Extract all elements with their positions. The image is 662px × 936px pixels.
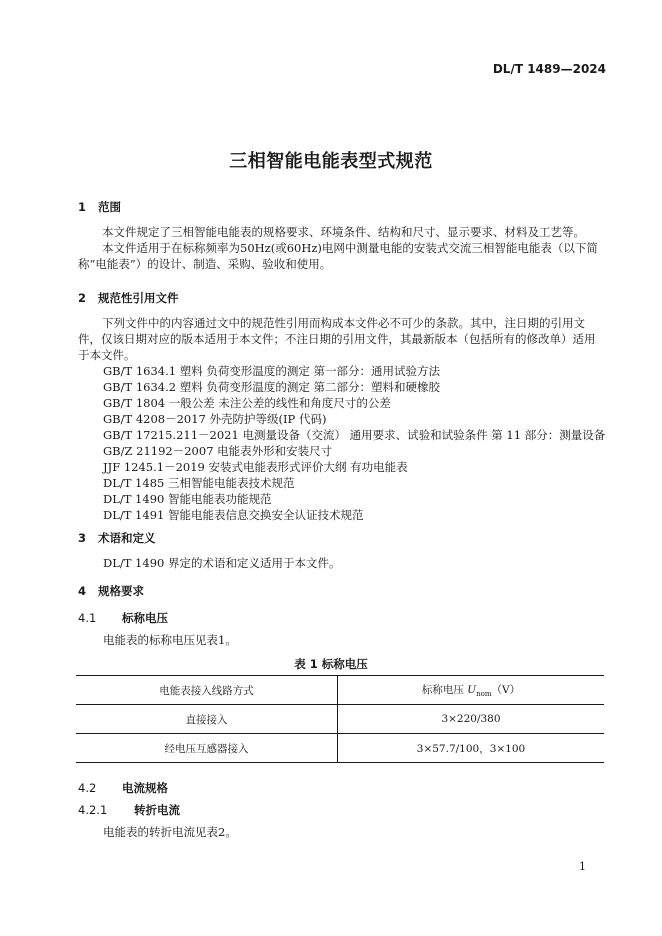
section-4-1-paragraph: 电能表的标称电压见表1。 xyxy=(103,633,237,647)
standard-code: DL/T 1489—2024 xyxy=(492,62,606,76)
section-4-2-heading xyxy=(78,780,168,796)
table-header-connection-mode: 电能表接入线路方式 xyxy=(76,676,338,705)
section-4-number: 4 xyxy=(78,584,87,598)
reference-item: GB/T 4208－2017 外壳防护等级(IP 代码) xyxy=(103,412,327,426)
reference-item: DL/T 1485 三相智能电能表技术规范 xyxy=(103,476,295,490)
header-variable: U xyxy=(467,683,477,696)
document-title: 三相智能电能表型式规范 xyxy=(229,151,433,172)
table-cell-mode: 直接接入 xyxy=(76,705,338,734)
table-header-row xyxy=(76,676,604,705)
section-4-heading xyxy=(78,583,144,599)
section-4-2-1-title: 转折电流 xyxy=(134,803,180,817)
table-1-title: 表 1 标称电压 xyxy=(294,657,368,671)
section-4-2-title: 电流规格 xyxy=(122,781,168,795)
section-1-paragraph-2: 本文件适用于在标称频率为50Hz(或60Hz)电网中测量电能的安装式交流三相智能电能表（以下简称“电能表”）的设计、制造、采购、验收和使用。 xyxy=(78,241,598,271)
page-number: 1 xyxy=(579,860,586,873)
table-cell-voltage: 3×57.7/100，3×100 xyxy=(338,734,605,763)
section-3-number: 3 xyxy=(78,531,87,545)
section-2-intro: 下列文件中的内容通过文中的规范性引用而构成本文件必不可少的条款。其中，注日期的引用文件，仅该日期对应的版本适用于本文件；不注日期的引用文件，其最新版本（包括所有的修改单）适用于本文件。 xyxy=(78,316,596,362)
reference-item: GB/T 1804 一般公差 未注公差的线性和角度尺寸的公差 xyxy=(103,396,391,410)
section-4-title: 规格要求 xyxy=(98,584,144,598)
section-4-2-1-heading xyxy=(78,802,180,818)
table-cell-voltage: 3×220/380 xyxy=(338,705,605,734)
section-4-2-1-paragraph: 电能表的转折电流见表2。 xyxy=(103,825,237,839)
section-4-2-number: 4.2 xyxy=(78,781,97,795)
reference-item: JJF 1245.1－2019 安装式电能表形式评价大纲 有功电能表 xyxy=(103,460,408,474)
section-4-1-heading xyxy=(78,610,168,626)
section-4-1-title: 标称电压 xyxy=(122,611,168,625)
reference-item: GB/T 17215.211－2021 电测量设备（交流） 通用要求、试验和试验条件 第 11 部分：测量设备 xyxy=(103,428,606,442)
header-suffix: （V） xyxy=(491,683,521,696)
section-4-1-number: 4.1 xyxy=(78,611,97,625)
reference-item: DL/T 1491 智能电能表信息交换安全认证技术规范 xyxy=(103,508,364,522)
section-2-title: 规范性引用文件 xyxy=(98,291,179,305)
section-1-number: 1 xyxy=(78,200,87,214)
section-1-title: 范围 xyxy=(98,200,121,214)
nominal-voltage-table xyxy=(76,675,604,763)
section-2-number: 2 xyxy=(78,291,87,305)
header-prefix: 标称电压 xyxy=(421,683,468,696)
section-1-heading xyxy=(78,199,121,215)
table-header-nominal-voltage xyxy=(338,676,605,705)
section-1-paragraph-1: 本文件规定了三相智能电能表的规格要求、环境条件、结构和尺寸、显示要求、材料及工艺等。 xyxy=(102,225,585,239)
table-row xyxy=(76,705,604,734)
reference-item: GB/T 1634.2 塑料 负荷变形温度的测定 第二部分：塑料和硬橡胶 xyxy=(103,380,441,394)
reference-item: GB/Z 21192－2007 电能表外形和安装尺寸 xyxy=(103,444,333,458)
section-3-title: 术语和定义 xyxy=(98,531,156,545)
table-row xyxy=(76,734,604,763)
section-3-heading xyxy=(78,530,156,546)
section-2-heading xyxy=(78,290,179,306)
reference-item: GB/T 1634.1 塑料 负荷变形温度的测定 第一部分：通用试验方法 xyxy=(103,364,441,378)
section-4-2-1-number: 4.2.1 xyxy=(78,803,108,817)
table-cell-mode: 经电压互感器接入 xyxy=(76,734,338,763)
reference-item: DL/T 1490 智能电能表功能规范 xyxy=(103,492,272,506)
section-3-paragraph: DL/T 1490 界定的术语和定义适用于本文件。 xyxy=(103,556,341,570)
header-subscript: nom xyxy=(476,690,492,699)
